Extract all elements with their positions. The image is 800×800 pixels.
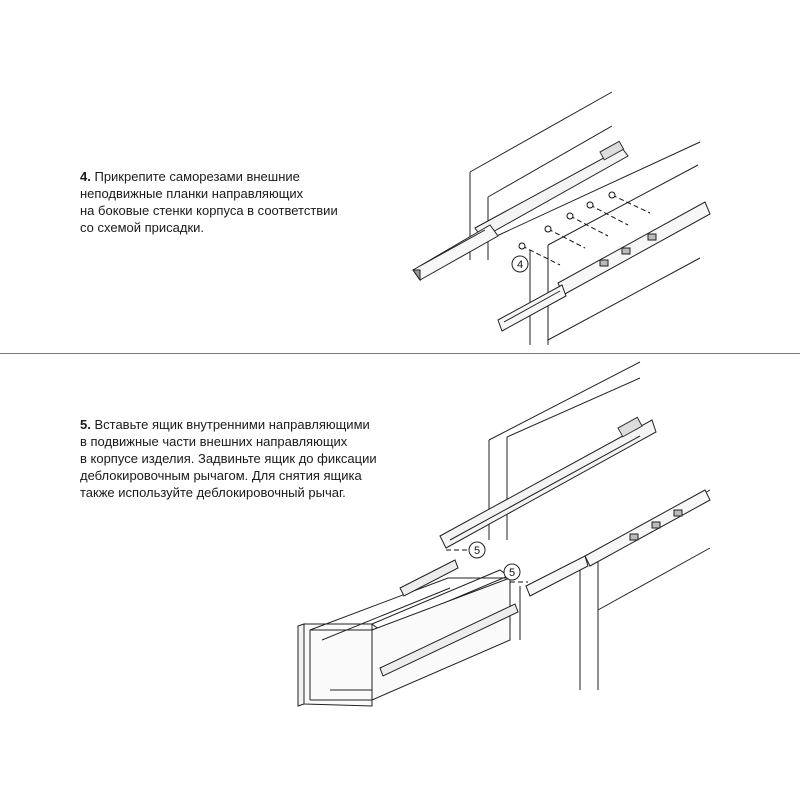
step-5-callout-b-label: 5 [508, 567, 516, 579]
step-5-line-5: также используйте деблокировочный рычаг. [80, 485, 346, 500]
step-4-line-4: со схемой присадки. [80, 220, 205, 235]
step-4-left-rail [413, 225, 498, 280]
step-5-drawer [298, 560, 520, 706]
step-5-callout-a-label: 5 [473, 545, 481, 557]
step-5-cabinet [489, 362, 710, 690]
step-5-right-rail [526, 490, 710, 596]
step-4-callout [512, 256, 528, 272]
step-4-line-3: на боковые стенки корпуса в соответствии [80, 203, 338, 218]
step-5-callout-a [469, 542, 485, 558]
step-4-right-rail [558, 202, 710, 295]
step-5-line-4: деблокировочным рычагом. Для снятия ящика [80, 468, 362, 483]
step-5-line-3: в корпусе изделия. Задвиньте ящик до фиксации [80, 451, 377, 466]
step-4-line-2: неподвижные планки направляющих [80, 186, 304, 201]
step-5-line-2: в подвижные части внешних направляющих [80, 434, 348, 449]
step-5-line-1: Вставьте ящик внутренними направляющими [94, 417, 370, 432]
step-4-callout-label: 4 [516, 259, 524, 271]
step-5-number: 5. [80, 417, 91, 432]
step-5-upper-rail [440, 417, 656, 548]
step-5-callout-b [504, 564, 520, 580]
step-4-line-1: Прикрепите саморезами внешние [94, 169, 300, 184]
step-4-number: 4. [80, 169, 91, 184]
step-4-lower-rail [498, 285, 566, 331]
